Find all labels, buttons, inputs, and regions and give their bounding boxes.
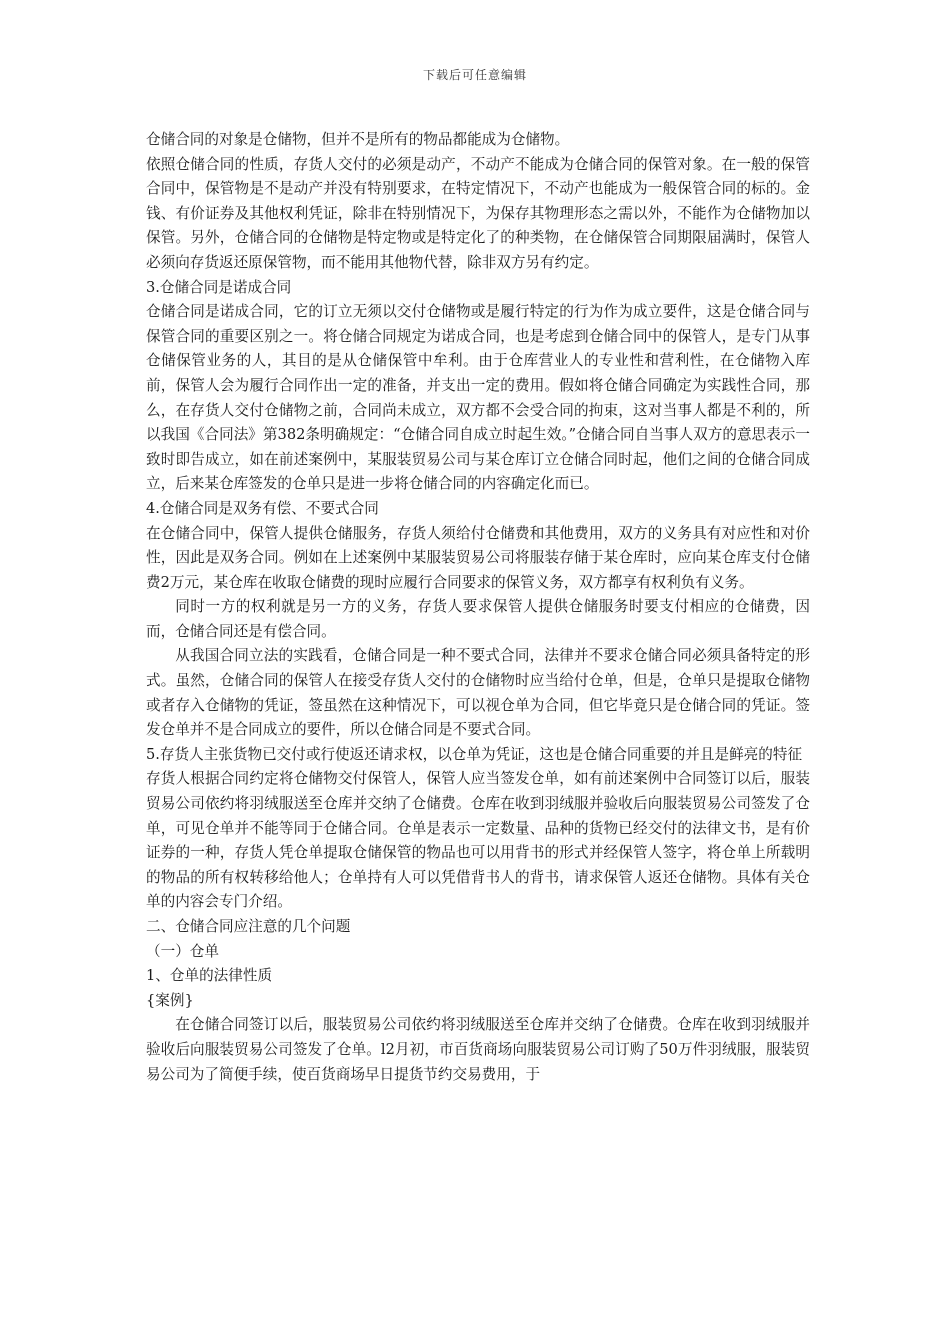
section-heading: 二、仓储合同应注意的几个问题: [146, 918, 351, 935]
paragraph: 在仓储合同签订以后，服装贸易公司依约将羽绒服送至仓库并交纳了仓储费。仓库在收到羽绒服并验收后向服装贸易公司签发了仓单。l2月初，市百货商场向服装贸易公司订购了50万件羽绒服，服装贸易公司为了简便手续，使百货商场早日提货节约交易费用，于: [146, 1016, 810, 1083]
paragraph: 依照仓储合同的性质，存货人交付的必须是动产，不动产不能成为仓储合同的保管对象。在一般的保管合同中，保管物是不是动产并没有特别要求，在特定情况下，不动产也能成为一般保管合同的标的。金钱、有价证券及其他权利凭证，除非在特别情况下，为保存其物理形态之需以外，不能作为仓储物加以保管。另外，仓储合同的仓储物是特定物或是特定化了的种类物，在仓储保管合同期限届满时，保管人必须向存货返还原保管物，而不能用其他物代替，除非双方另有约定。: [146, 155, 810, 271]
paragraph: 存货人根据合同约定将仓储物交付保管人，保管人应当签发仓单，如有前述案例中合同签订以后，服装贸易公司依约将羽绒服送至仓库并交纳了仓储费。仓库在收到羽绒服并验收后向服装贸易公司签发了仓单，可见仓单并不能等同于仓储合同。仓单是表示一定数量、品种的货物已经交付的法律文书，是有价证券的一种，存货人凭仓单提取仓储保管的物品也可以用背书的形式并经保管人签字，将仓单上所载明的物品的所有权转移给他人；仓单持有人可以凭借背书人的背书，请求保管人返还仓储物。具体有关仓单的内容会专门介绍。: [146, 770, 810, 911]
subsection-heading: 1、仓单的法律性质: [146, 967, 273, 985]
paragraph: 从我国合同立法的实践看，仓储合同是一种不要式合同，法律并不要求仓储合同必须具备特定的形式。虽然，仓储合同的保管人在接受存货人交付的仓储物时应当给付仓单，但是，仓单只是提取仓储物或者存入仓储物的凭证，签虽然在这种情况下，可以视仓单为合同，但它毕竟只是仓储合同的凭证。签发仓单并不是合同成立的要件，所以仓储合同是不要式合同。: [146, 647, 810, 739]
paragraph: 在仓储合同中，保管人提供仓储服务，存货人须给付仓储费和其他费用，双方的义务具有对应性和对价性，因此是双务合同。例如在上述案例中某服装贸易公司将服装存储于某仓库时，应向某仓库支付仓储费2万元，某仓库在收取仓储费的现时应履行合同要求的保管义务，双方都享有权利负有义务。: [146, 524, 810, 591]
page-header: 下载后可任意编辑: [422, 68, 527, 82]
document-body: [146, 128, 810, 1087]
paragraph: 仓储合同的对象是仓储物，但并不是所有的物品都能成为仓储物。: [146, 131, 570, 148]
paragraph: 同时一方的权利就是另一方的义务，存货人要求保管人提供仓储服务时要支付相应的仓储费，因而，仓储合同还是有偿合同。: [146, 598, 810, 640]
paragraph: 仓储合同是诺成合同，它的订立无须以交付仓储物或是履行特定的行为作为成立要件，这是仓储合同与保管合同的重要区别之一。将仓储合同规定为诺成合同，也是考虑到仓储合同中的保管人，是专门从事仓储保管业务的人，其目的是从仓储保管中牟利。由于仓库营业人的专业性和营利性，在仓储物入库前，保管人会为履行合同作出一定的准备，并支出一定的费用。假如将仓储合同确定为实践性合同，那么，在存货人交付仓储物之前，合同尚未成立，双方都不会受合同的拘束，这对当事人都是不利的，所以我国《合同法》第382条明确规定：“仓储合同自成立时起生效。”仓储合同自当事人双方的意思表示一致时即告成立，如在前述案例中，某服装贸易公司与某仓库订立仓储合同时起，他们之间的仓储合同成立，后来某仓库签发的仓单只是进一步将仓储合同的内容确定化而已。: [146, 303, 810, 493]
subsection-heading: （一）仓单: [146, 942, 219, 960]
section-heading: 4.仓储合同是双务有偿、不要式合同: [146, 499, 379, 517]
section-heading: 5.存货人主张货物已交付或行使返还请求权，以仓单为凭证，这也是仓储合同重要的并且是鲜亮的特征: [146, 745, 803, 763]
section-heading: 3.仓储合同是诺成合同: [146, 278, 292, 296]
case-label: {案例}: [146, 991, 194, 1009]
